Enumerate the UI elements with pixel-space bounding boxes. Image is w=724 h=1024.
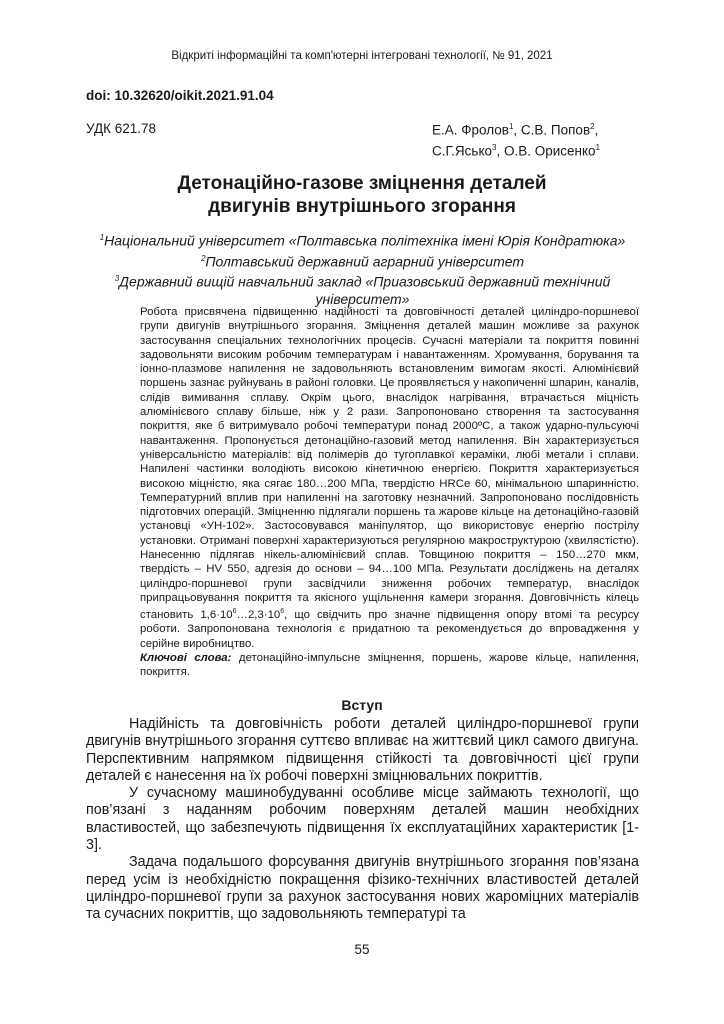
- keywords: Ключові слова: детонаційно-імпульсне зміцнення, поршень, жарове кільце, напилення, покриття.: [140, 651, 639, 679]
- paragraph: Задача подальшого форсування двигунів внутрішнього згорання пов’язана перед усім із необхідністю покращення фізико-технічних властивостей деталей циліндро-поршневої групи за рахунок застосування нових жароміцних матеріалів та сучасних покриттів, що задовольняють температурі та: [86, 854, 639, 923]
- affiliations: [86, 229, 639, 308]
- affiliation-2: $^2$Полтавський державний аграрний університет: [200, 253, 525, 270]
- section-heading: Вступ: [341, 697, 383, 713]
- doi: doi: 10.32620/oikit.2021.91.04: [86, 88, 274, 103]
- abstract: [140, 305, 639, 680]
- paragraph: У сучасному машинобудуванні особливе місце займають технології, що пов’язані з наданням робочим поверхням деталей машин необхідних властивостей, що забезпечують підвищення їх експлуатаційних характеристик [1-3].: [86, 785, 639, 854]
- paper-title: Детонаційно-газове зміцнення деталей двигунів внутрішнього згорання: [177, 173, 547, 217]
- page-number: 55: [354, 942, 370, 957]
- abstract-text: Робота присвячена підвищенню надійності та довговічності деталей циліндро-поршневої групи двигунів внутрішнього згорання. Зміцнення деталей машин можливе за рахунок застосування спеціальних технологічних процесів. Сучасні матеріали та покриття повинні задовольняти високим робочим температурам і навантаженням. Хромування, борування та іонно-плазмове напилення не задовольняють встановленим вимогам якості. Алюмінієвий поршень зазнає руйнувань в районі головки. Це проявляється у накопиченні шпарин, каналів, слідів вимивання сплаву. Окрім цього, внаслідок нагрівання, втрачається міцність алюмінієвого сплаву більше, ніж у 2 рази. Запропоновано створення та застосування покриття, яке б витримувало робочі температури понад 2000ºС, а також ударно-пульсуючі навантаження. Пропонується детонаційно-газовий метод напилення. Він характеризується універсальністю матеріалів: від полімерів до тугоплавкої кераміки, любі метали і сплави. Напилені частинки володіють високою кінетичною енергією. Покриття характеризується високою міцністю, яка сягає 180…200 МПа, твердістю HRCе 60, мінімальною шпаринністю. Температурний вплив при напиленні на заготовку незначний. Запропоновано послідовність підготовчих операцій. Зміцненню підлягали поршень та жарове кільце на детонаційно-газовій установці «УН-102». Застосовувався маніпулятор, що використовує енергію пострілу установки. Отримані поверхні характеризуються регулярною макроструктурою (хвилястістю). Нанесенню підлягав нікель-алюмінієвий сплав. Товщиною покриття – 150…270 мкм, твердість – HV 550, адгезія до основи – 94…100 МПа. Результати досліджень на деталях циліндро-поршневої групи засвідчили зниження робочих температур, внаслідок припрацьовування покриття та якісного ущільнення камери згорання. Довговічність кілець становить $1,6\cdot 10^6\dots 2,3\cdot 10^6$, що свідчить про значне підвищення опору втомі та ресурсу роботи. Запропонована технологія є придатною та рекомендується до впровадження у серійне виробництво.: [140, 306, 639, 650]
- keywords-label: Ключові слова:: [140, 651, 232, 664]
- body-text: [86, 716, 639, 924]
- authors: [432, 118, 600, 159]
- affiliation-1: $^1$Національний університет «Полтавська політехніка імені Юрія Кондратюка»: [99, 232, 626, 249]
- authors-line-1: Е.А. Фролов$^1$, С.В. Попов$^2$,: [432, 122, 599, 138]
- running-head: Відкриті інформаційні та комп'ютерні інтегровані технології, № 91, 2021: [171, 50, 553, 62]
- udk: УДК 621.78: [86, 121, 157, 136]
- affiliation-3: $^3$Державний вищій навчальний заклад «Приазовський державний технічний університет»: [114, 273, 611, 307]
- authors-line-2: С.Г.Ясько$^3$, О.В. Орисенко$^1$: [432, 142, 601, 158]
- paragraph: Надійність та довговічність роботи деталей циліндро-поршневої групи двигунів внутрішнього згорання суттєво впливає на життєвий цикл самого двигуна. Перспективним напрямком підвищення стійкості та довговічності цієї групи деталей є нанесення на їх робочі поверхні зміцнювальних покриттів.: [86, 716, 639, 784]
